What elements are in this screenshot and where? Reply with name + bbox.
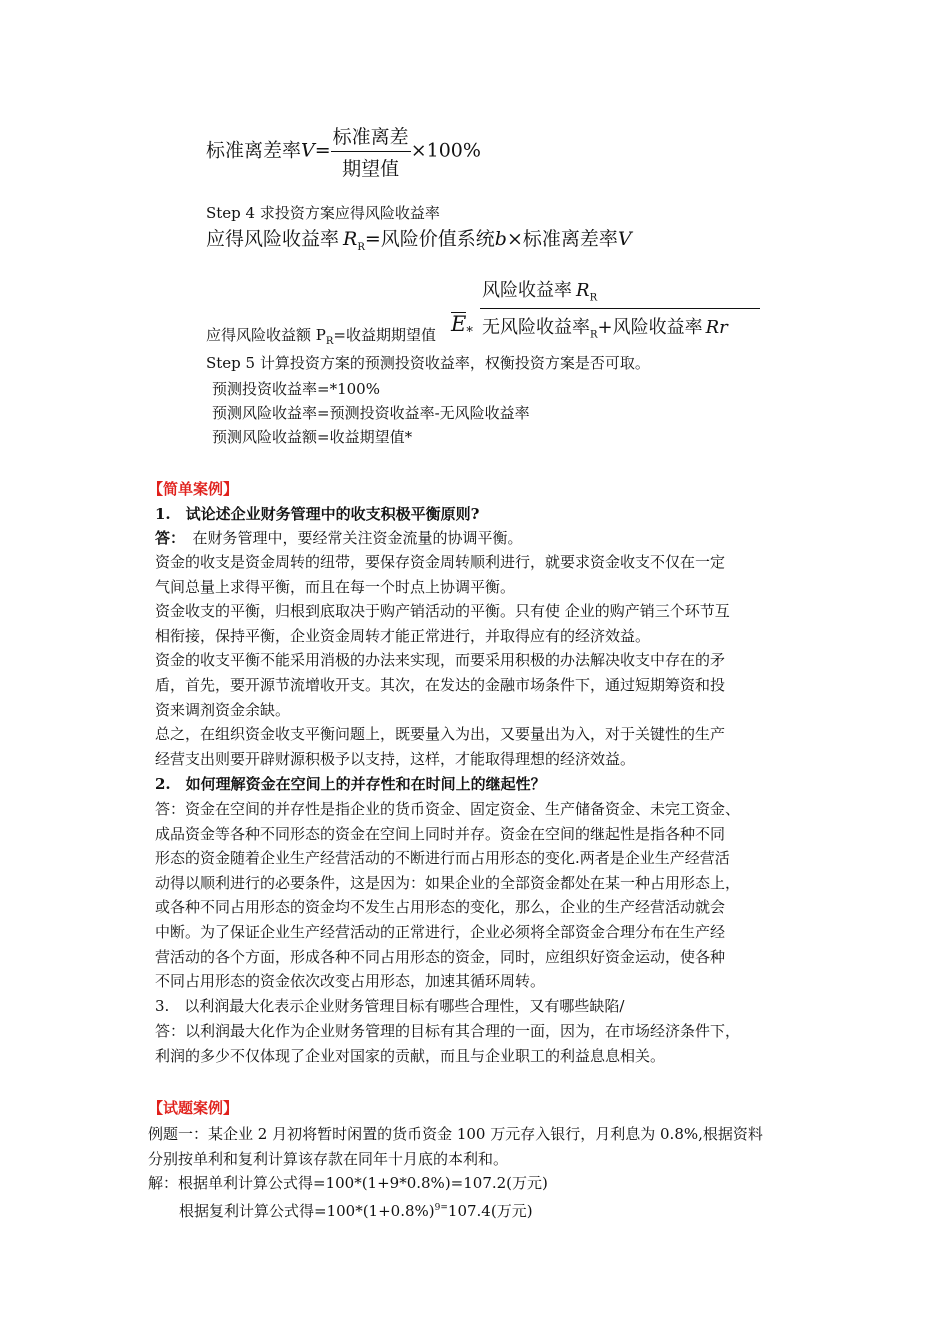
- exam-line: 分别按单利和复利计算该存款在同年十月底的本利和。: [148, 1149, 509, 1168]
- step4-v: V: [617, 228, 632, 250]
- answer-1-line: 经营支出则要开辟财源积极予以支持，这样，才能取得理想的经济效益。: [155, 749, 636, 768]
- answer-1-first: [155, 526, 523, 551]
- answer-1-label: 答：: [155, 529, 178, 547]
- compound-sup: 9=: [434, 1202, 448, 1213]
- risk-fraction-num: [480, 276, 760, 309]
- num-text: 风险收益率: [482, 280, 572, 301]
- step4-formula: [206, 224, 632, 253]
- question-1: 1. 试论述企业财务管理中的收支积极平衡原则?: [155, 505, 480, 523]
- e-star: *: [466, 325, 473, 341]
- step4-b: b: [494, 228, 507, 250]
- risk-fraction-den: [480, 309, 760, 341]
- step4-r: R: [343, 228, 358, 250]
- num-r-sub: R: [589, 292, 598, 304]
- answer-2-line: 或各种不同占用形态的资金均不发生占用形态的变化，那么，企业的生产经营活动就会: [155, 898, 726, 917]
- compound-pre: 根据复利计算公式得=100*(1+0.8%): [179, 1201, 435, 1220]
- answer-2-line: 答：资金在空间的并存性是指企业的货币资金、固定资金、生产储备资金、未完工资金、: [155, 800, 741, 818]
- answer-1-line: 资金收支的平衡，归根到底取决于购产销活动的平衡。只有使 企业的购产销三个环节互: [155, 602, 730, 621]
- risk-fraction: [480, 276, 760, 340]
- question-2: 2. 如何理解资金在空间上的并存性和在时间上的继起性？: [155, 775, 546, 793]
- answer-1-body: [155, 550, 730, 771]
- answer-1-line: 资金的收支平衡不能采用消极的办法来实现，而要采用积极的办法解决收支中存在的矛: [155, 651, 726, 670]
- answer-3-body: [155, 1019, 740, 1068]
- formula-numerator: 标准离差: [331, 122, 411, 152]
- step4-title: Step 4 求投资方案应得风险收益率: [206, 204, 440, 222]
- answer-1-line: 资来调剂资金余缺。: [155, 700, 291, 719]
- answer-1-line: 资金的收支是资金周转的纽带，要保存资金周转顺利进行，就要求资金收支不仅在一定: [155, 553, 726, 571]
- answer-2-line: 营活动的各个方面，形成各种不同占用形态的资金，同时，应组织好资金运动，使各种: [155, 947, 726, 966]
- step5-line1: 预测投资收益率=*100%: [212, 380, 380, 398]
- answer-2-line: 中断。为了保证企业生产经营活动的正常进行，企业必须将全部资金合理分布在生产经: [155, 922, 726, 941]
- formula-std-dev-rate: [206, 122, 481, 181]
- answer-2-body: [155, 797, 740, 994]
- exam-line: 解：根据单利计算公式得=100*(1+9*0.8%)=107.2(万元): [148, 1174, 548, 1193]
- step4-rhs-text: 风险价值系统: [380, 228, 495, 250]
- den-sub: R: [590, 329, 598, 341]
- step4-rhs-text2: 标准离差率: [522, 228, 618, 250]
- step4-lhs: 应得风险收益率: [206, 228, 340, 250]
- step5-line3: 预测风险收益额=收益期望值*: [212, 428, 413, 446]
- answer-1-line: 气间总量上求得平衡，而且在每一个时点上协调平衡。: [155, 577, 516, 596]
- answer-2-line: 成品资金等各种不同形态的资金在空间上同时并存。资金在空间的继起性是指各种不同: [155, 824, 726, 843]
- step5-line2: 预测风险收益率=预测投资收益率-无风险收益率: [212, 404, 530, 422]
- formula-eq: =: [314, 139, 331, 162]
- exam-line-compound: [148, 1196, 763, 1224]
- step4-times: ×: [506, 228, 523, 250]
- prefix-sub: R: [325, 336, 334, 347]
- answer-2-line: 不同占用形态的资金依次改变占用形态，加速其循环周转。: [155, 972, 546, 991]
- answer-2-line: 形态的资金随着企业生产经营活动的不断进行而占用形态的变化.两者是企业生产经营活: [155, 849, 730, 868]
- answer-3-line: 答：以利润最大化作为企业财务管理的目标有其合理的一面，因为，在市场经济条件下，: [155, 1022, 741, 1040]
- prefix-text: 应得风险收益额 P: [206, 326, 326, 344]
- exam-line: 例题一：某企业 2 月初将暂时闲置的货币资金 100 万元存入银行，月利息为 0.8%,根据资料: [148, 1125, 763, 1143]
- simple-cases-heading: 【简单案例】: [148, 480, 239, 498]
- den-text1: 无风险收益率: [482, 316, 590, 338]
- formula-lhs: 标准离差率: [206, 139, 302, 162]
- exam-body: [148, 1122, 763, 1223]
- formula-fraction: [331, 122, 411, 181]
- num-r: R: [576, 280, 590, 301]
- step5-title: Step 5 计算投资方案的预测投资收益率，权衡投资方案是否可取。: [206, 354, 650, 372]
- answer-1-line: 相衔接，保持平衡，企业资金周转才能正常进行，并取得应有的经济效益。: [155, 626, 651, 645]
- answer-1-line: 盾，首先，要开源节流增收开支。其次，在发达的金融市场条件下，通过短期筹资和投: [155, 675, 726, 694]
- formula-var-v: V: [301, 139, 315, 162]
- formula-percent: %: [462, 139, 481, 162]
- exam-cases-heading: 【试题案例】: [148, 1099, 239, 1117]
- e-symbol: E: [451, 312, 467, 336]
- step4-r-sub: R: [357, 241, 365, 253]
- compound-post: 107.4(万元): [447, 1201, 533, 1220]
- answer-3-line: 利润的多少不仅体现了企业对国家的贡献，而且与企业职工的利益息息相关。: [155, 1046, 666, 1065]
- step4-eq: =: [364, 228, 381, 250]
- answer-1-line: 总之，在组织资金收支平衡问题上，既要量入为出，又要量出为入，对于关键性的生产: [155, 725, 726, 744]
- prefix-rest: =收益期期望值: [333, 326, 436, 344]
- formula-times100: ×100: [410, 139, 463, 162]
- den-plus: +风险收益率: [597, 316, 703, 338]
- risk-income-prefix: [206, 324, 436, 347]
- answer-1-first-text: 在财务管理中，要经常关注资金流量的协调平衡。: [177, 529, 523, 547]
- question-3: 3. 以利润最大化表示企业财务管理目标有哪些合理性，又有哪些缺陷/: [155, 997, 625, 1015]
- den-rr: Rr: [705, 316, 728, 338]
- answer-2-line: 动得以顺利进行的必要条件，这是因为：如果企业的全部资金都处在某一种占用形态上，: [155, 873, 741, 892]
- e-bar-symbol: [451, 312, 473, 340]
- formula-denominator: 期望值: [342, 158, 400, 180]
